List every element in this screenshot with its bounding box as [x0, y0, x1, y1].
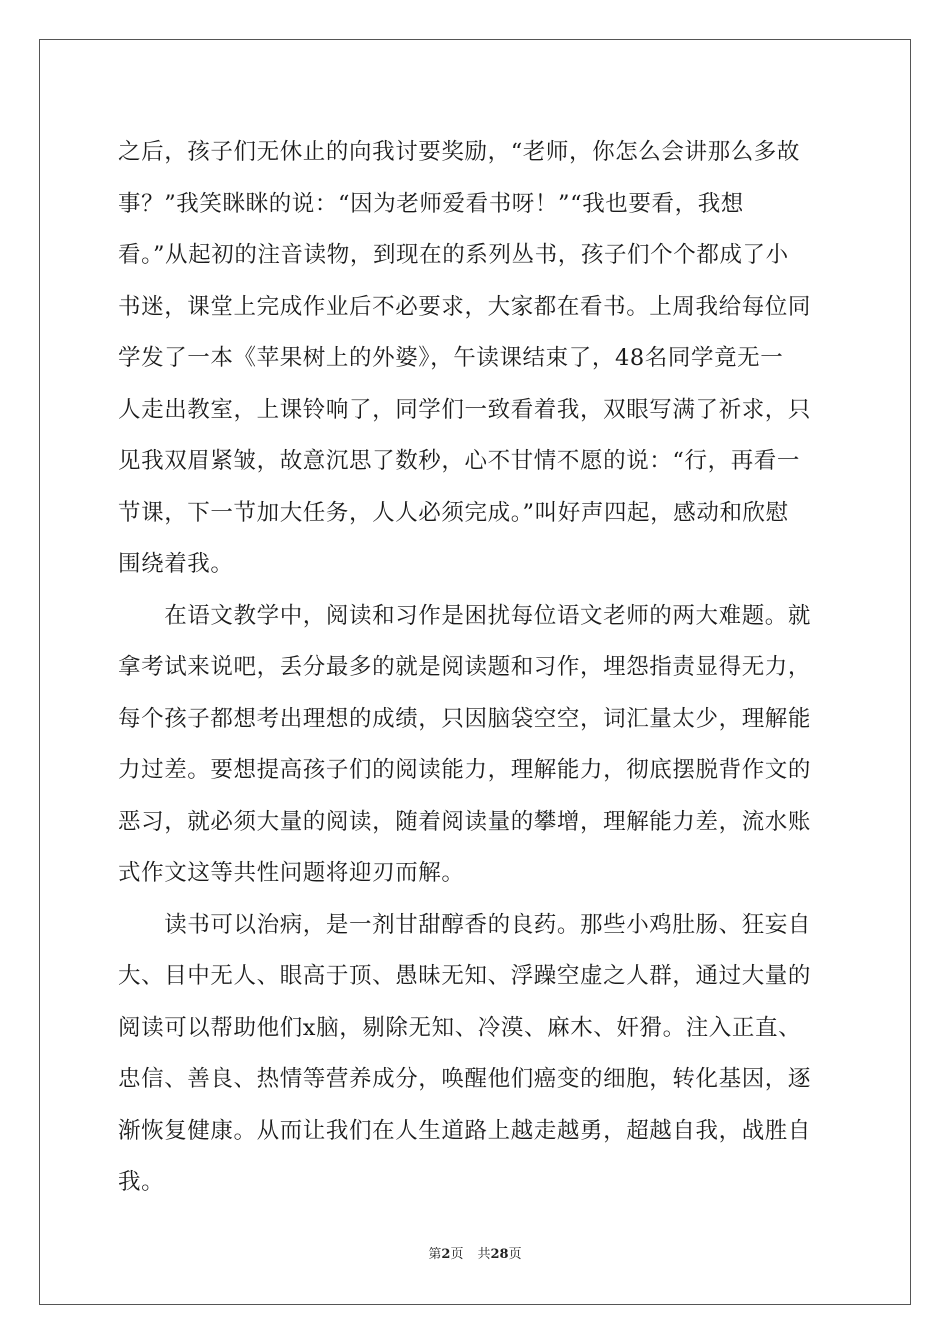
text-line: 力过差。要想提高孩子们的阅读能力，理解能力，彻底摆脱背作文的 — [118, 757, 812, 783]
text-line: 见我双眉紧皱，故意沉思了数秒，心不甘情不愿的说：“行，再看一 — [118, 448, 801, 474]
total-pages: 28 — [490, 1247, 509, 1262]
text-line: 看。”从起初的注音读物，到现在的系列丛书，孩子们个个都成了小 — [118, 242, 789, 268]
text-line: 读书可以治病，是一剂甘甜醇香的良药。那些小鸡肚肠、狂妄自 — [118, 911, 812, 938]
text-line: 忠信、善良、热情等营养成分，唤醒他们癌变的细胞，转化基因，逐 — [118, 1066, 812, 1092]
page-footer — [0, 1243, 950, 1262]
page-suffix: 页 — [450, 1247, 464, 1262]
text-line: 围绕着我。 — [118, 551, 234, 577]
text-line: 我。 — [118, 1169, 165, 1195]
text-line: 书迷，课堂上完成作业后不必要求，大家都在看书。上周我给每位同 — [118, 293, 812, 320]
text-line: 阅读可以帮助他们x脑，剔除无知、冷漠、麻木、奸猾。注入正直、 — [118, 1014, 802, 1041]
text-line: 之后，孩子们无休止的向我讨要奖励，“老师，你怎么会讲那么多故 — [118, 139, 801, 165]
paragraph-3 — [118, 900, 834, 1209]
paragraph-2 — [118, 591, 834, 900]
document-body — [118, 127, 834, 1209]
text-line: 事？”我笑眯眯的说：“因为老师爱看书呀！”“我也要看，我想 — [118, 190, 744, 217]
page-number: 2 — [441, 1247, 451, 1262]
text-line: 渐恢复健康。从而让我们在人生道路上越走越勇，超越自我，战胜自 — [118, 1117, 812, 1144]
paragraph-1 — [118, 127, 834, 591]
text-line: 大、目中无人、眼高于顶、愚昧无知、浮躁空虚之人群，通过大量的 — [118, 963, 812, 989]
text-line: 恶习，就必须大量的阅读，随着阅读量的攀增，理解能力差，流水账 — [118, 808, 812, 835]
text-line: 拿考试来说吧，丢分最多的就是阅读题和习作，埋怨指责显得无力， — [118, 654, 812, 680]
text-line: 式作文这等共性问题将迎刃而解。 — [118, 860, 465, 886]
text-line: 每个孩子都想考出理想的成绩，只因脑袋空空，词汇量太少，理解能 — [118, 705, 812, 732]
text-line: 学发了一本《苹果树上的外婆》，午读课结束了，48名同学竟无一 — [118, 345, 784, 371]
text-line: 人走出教室，上课铃响了，同学们一致看着我，双眼写满了祈求，只 — [118, 396, 812, 423]
page-prefix: 第 — [428, 1247, 442, 1262]
text-line: 节课，下一节加大任务，人人必须完成。”叫好声四起，感动和欣慰 — [118, 499, 789, 526]
total-prefix: 共 — [477, 1247, 491, 1262]
page-indicator — [428, 1243, 463, 1262]
total-pages-indicator — [477, 1243, 521, 1262]
total-suffix: 页 — [508, 1247, 522, 1262]
text-line: 在语文教学中，阅读和习作是困扰每位语文老师的两大难题。就 — [118, 602, 812, 629]
